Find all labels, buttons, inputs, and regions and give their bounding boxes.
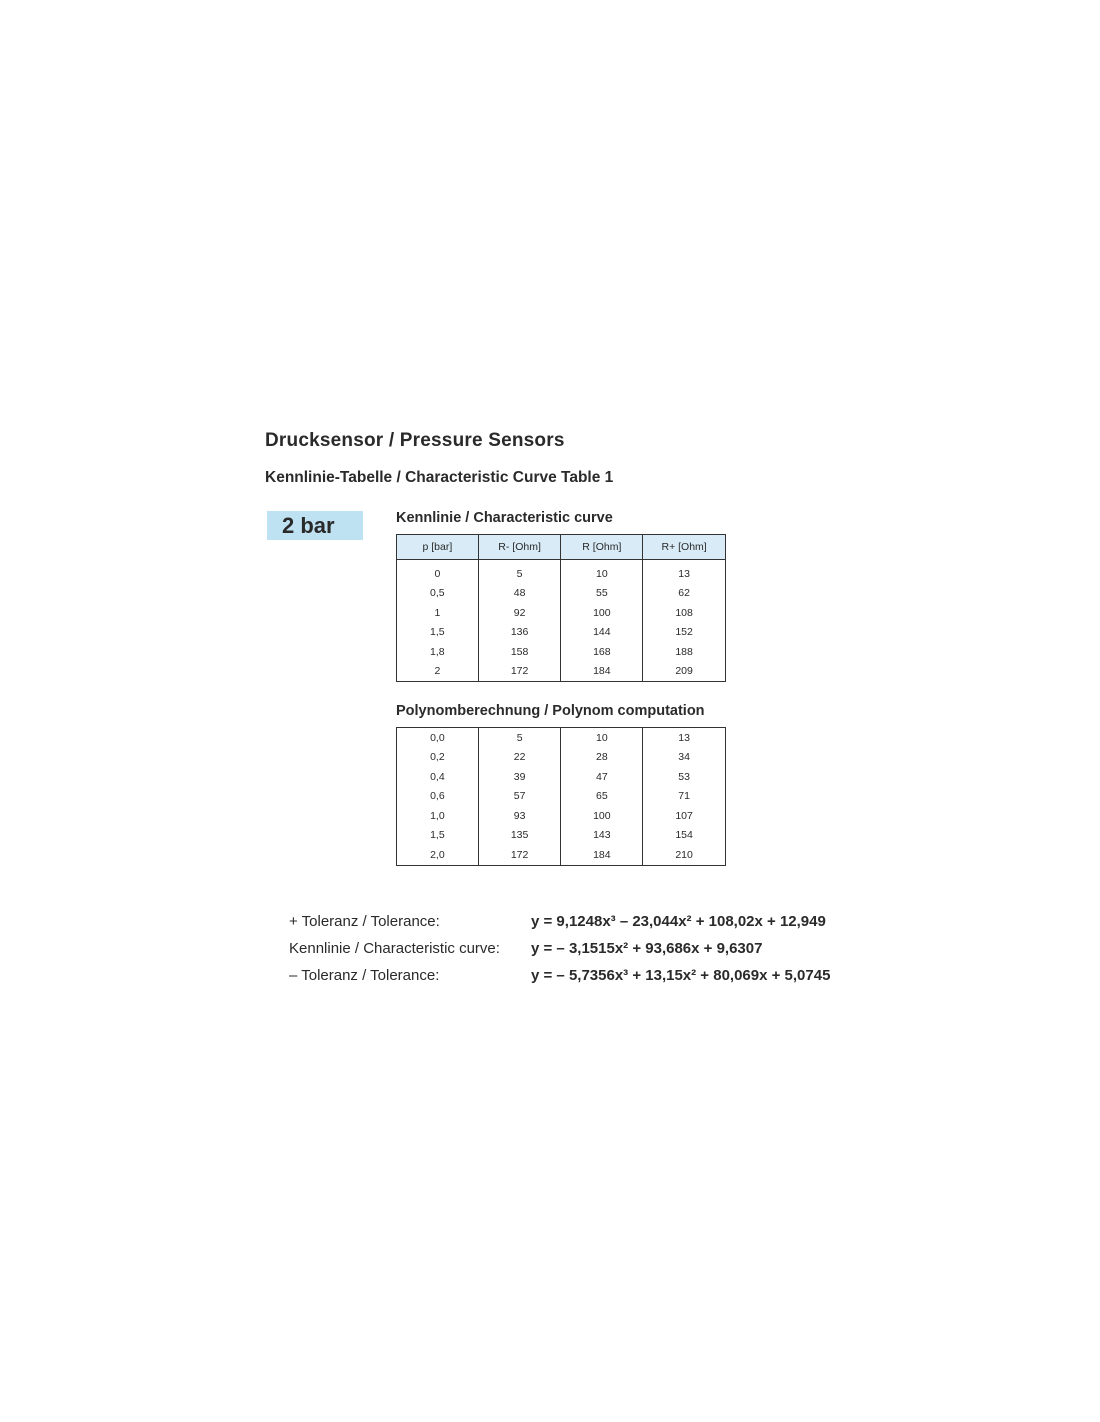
table-cell: 210 bbox=[643, 845, 726, 865]
table-cell: 152 bbox=[643, 623, 726, 643]
table-cell: 172 bbox=[478, 662, 561, 682]
characteristic-curve-equation: y = – 3,1515x² + 93,686x + 9,6307 bbox=[531, 940, 763, 957]
table-cell: 5 bbox=[478, 728, 561, 748]
table-cell: 5 bbox=[478, 560, 561, 584]
plus-tolerance-label: + Toleranz / Tolerance: bbox=[289, 913, 440, 930]
table-row bbox=[397, 728, 726, 748]
table-cell: 172 bbox=[478, 845, 561, 865]
table-cell: 0,2 bbox=[397, 748, 479, 768]
polynom-computation-table bbox=[396, 727, 726, 866]
table-cell: 39 bbox=[478, 767, 561, 787]
column-header-r-minus: R- [Ohm] bbox=[478, 535, 561, 560]
table-cell: 1,5 bbox=[397, 826, 479, 846]
table-row bbox=[397, 642, 726, 662]
column-header-r-plus: R+ [Ohm] bbox=[643, 535, 726, 560]
table-row bbox=[397, 662, 726, 682]
characteristic-curve-table bbox=[396, 534, 726, 682]
table-cell: 0,4 bbox=[397, 767, 479, 787]
table-cell: 10 bbox=[561, 728, 643, 748]
table-row bbox=[397, 584, 726, 604]
characteristic-curve-caption: Kennlinie / Characteristic curve bbox=[396, 510, 613, 526]
table-cell: 48 bbox=[478, 584, 561, 604]
table-cell: 135 bbox=[478, 826, 561, 846]
table-cell: 154 bbox=[643, 826, 726, 846]
table-cell: 144 bbox=[561, 623, 643, 643]
table-cell: 1,0 bbox=[397, 806, 479, 826]
table-cell: 13 bbox=[643, 728, 726, 748]
table-row bbox=[397, 603, 726, 623]
table-cell: 108 bbox=[643, 603, 726, 623]
table-cell: 107 bbox=[643, 806, 726, 826]
table-cell: 2,0 bbox=[397, 845, 479, 865]
column-header-r: R [Ohm] bbox=[561, 535, 643, 560]
table-cell: 93 bbox=[478, 806, 561, 826]
table-cell: 34 bbox=[643, 748, 726, 768]
plus-tolerance-equation: y = 9,1248x³ – 23,044x² + 108,02x + 12,949 bbox=[531, 913, 826, 930]
table-cell: 100 bbox=[561, 603, 643, 623]
characteristic-curve-label: Kennlinie / Characteristic curve: bbox=[289, 940, 500, 957]
table-cell: 1 bbox=[397, 603, 479, 623]
table-cell: 168 bbox=[561, 642, 643, 662]
table-cell: 65 bbox=[561, 787, 643, 807]
table-row bbox=[397, 560, 726, 584]
pressure-range-badge: 2 bar bbox=[267, 511, 363, 540]
minus-tolerance-equation: y = – 5,7356x³ + 13,15x² + 80,069x + 5,0745 bbox=[531, 967, 831, 984]
table-cell: 0 bbox=[397, 560, 479, 584]
table-cell: 100 bbox=[561, 806, 643, 826]
table-cell: 10 bbox=[561, 560, 643, 584]
table-row bbox=[397, 767, 726, 787]
table-cell: 158 bbox=[478, 642, 561, 662]
table-cell: 71 bbox=[643, 787, 726, 807]
table-cell: 55 bbox=[561, 584, 643, 604]
table-cell: 53 bbox=[643, 767, 726, 787]
table-cell: 92 bbox=[478, 603, 561, 623]
table-cell: 0,5 bbox=[397, 584, 479, 604]
table-cell: 28 bbox=[561, 748, 643, 768]
table-cell: 1,8 bbox=[397, 642, 479, 662]
table-cell: 0,6 bbox=[397, 787, 479, 807]
table-cell: 47 bbox=[561, 767, 643, 787]
column-header-pressure: p [bar] bbox=[397, 535, 479, 560]
table-cell: 57 bbox=[478, 787, 561, 807]
table-row bbox=[397, 845, 726, 865]
table-row bbox=[397, 826, 726, 846]
table-header-row bbox=[397, 535, 726, 560]
table-cell: 188 bbox=[643, 642, 726, 662]
table-cell: 143 bbox=[561, 826, 643, 846]
table-cell: 209 bbox=[643, 662, 726, 682]
table-row bbox=[397, 806, 726, 826]
table-row bbox=[397, 787, 726, 807]
table-cell: 0,0 bbox=[397, 728, 479, 748]
table-cell: 13 bbox=[643, 560, 726, 584]
page-title: Drucksensor / Pressure Sensors bbox=[265, 430, 565, 451]
table-cell: 184 bbox=[561, 662, 643, 682]
minus-tolerance-label: – Toleranz / Tolerance: bbox=[289, 967, 440, 984]
polynom-computation-caption: Polynomberechnung / Polynom computation bbox=[396, 703, 705, 719]
table-row bbox=[397, 623, 726, 643]
table-cell: 136 bbox=[478, 623, 561, 643]
table-cell: 1,5 bbox=[397, 623, 479, 643]
table-cell: 184 bbox=[561, 845, 643, 865]
table-cell: 22 bbox=[478, 748, 561, 768]
page-subtitle: Kennlinie-Tabelle / Characteristic Curve Table 1 bbox=[265, 469, 614, 486]
table-cell: 2 bbox=[397, 662, 479, 682]
table-cell: 62 bbox=[643, 584, 726, 604]
table-row bbox=[397, 748, 726, 768]
